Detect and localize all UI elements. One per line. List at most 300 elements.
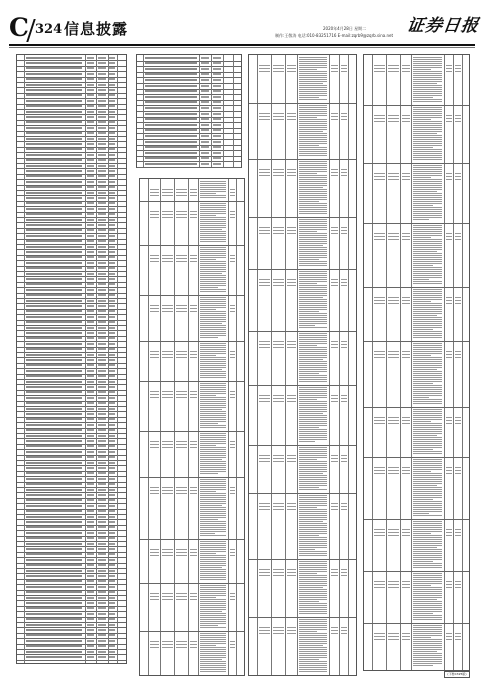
text-line [200, 635, 226, 636]
text-line [299, 271, 327, 272]
cell-text [455, 300, 461, 301]
text-line [413, 629, 442, 630]
cell-text [87, 656, 94, 658]
cell-text [26, 159, 82, 161]
text-line [200, 335, 226, 336]
cell-text [446, 357, 452, 358]
text-line [413, 139, 442, 140]
cell-text [109, 294, 115, 296]
cell-text [98, 559, 106, 561]
text-line [299, 477, 327, 478]
cell-text [109, 84, 115, 86]
cell-text [26, 354, 82, 356]
cell-text [287, 175, 296, 176]
cell-text [230, 549, 235, 550]
cell-text [98, 170, 106, 172]
text-line [413, 257, 442, 258]
cell-text [213, 157, 221, 159]
cell-text [26, 478, 82, 480]
cell-text [230, 490, 235, 491]
text-line [413, 125, 442, 126]
cell-text [87, 445, 94, 447]
text-line [413, 515, 442, 516]
cell-text [150, 644, 159, 645]
cell-text [341, 175, 347, 176]
cell-text [455, 351, 461, 352]
cell-text [26, 208, 82, 210]
cell-text [26, 192, 82, 194]
text-line [200, 461, 226, 462]
cell-text [109, 472, 115, 474]
text-line [413, 401, 442, 402]
cell-text [331, 398, 338, 399]
cell-text [455, 357, 461, 358]
text-line [299, 351, 327, 352]
cell-text [109, 607, 115, 609]
text-line [200, 325, 226, 326]
text-line [299, 485, 327, 486]
text-line [200, 261, 226, 262]
cell-text [190, 644, 197, 645]
cell-text [98, 105, 106, 107]
cell-text [87, 278, 94, 280]
cell-text [109, 575, 115, 577]
text-line [200, 577, 226, 578]
text-line [200, 283, 226, 284]
cell-text [190, 493, 197, 494]
cell-text [87, 132, 94, 134]
cell-text [446, 467, 452, 468]
text-block [200, 433, 226, 475]
text-line [299, 117, 317, 118]
text-line [200, 549, 226, 550]
cell-text [388, 420, 399, 421]
text-line [299, 465, 327, 466]
text-line [299, 475, 327, 476]
cell-text [273, 395, 284, 396]
cell-text [331, 169, 338, 170]
cell-text [87, 310, 94, 312]
text-line [299, 667, 327, 668]
cell-text [341, 285, 347, 286]
text-line [299, 163, 327, 164]
text-line [413, 281, 442, 282]
text-line [413, 189, 442, 190]
cell-text [341, 395, 347, 396]
table-col-rule [462, 55, 463, 670]
cell-text [87, 640, 94, 642]
cell-text [388, 65, 399, 66]
cell-text [259, 506, 270, 507]
cell-text [213, 107, 221, 109]
text-block [299, 495, 327, 557]
text-line [200, 627, 226, 628]
text-line [200, 633, 226, 634]
text-line [413, 207, 442, 208]
text-line [413, 165, 442, 166]
table-row-rule [140, 341, 244, 342]
text-line [413, 615, 442, 616]
cell-text [109, 656, 115, 658]
cell-text [176, 258, 187, 259]
text-line [299, 393, 327, 394]
cell-text [230, 641, 235, 642]
text-line [200, 299, 226, 300]
cell-text [331, 509, 338, 510]
text-line [299, 197, 327, 198]
table-row-rule [249, 217, 356, 218]
text-line [200, 559, 226, 560]
cell-text [446, 233, 452, 234]
cell-text [190, 555, 197, 556]
text-line [413, 617, 442, 618]
cell-text [259, 172, 270, 173]
text-line [299, 643, 327, 644]
cell-text [287, 575, 296, 576]
text-line [413, 271, 442, 272]
cell-text [87, 483, 94, 485]
cell-text [230, 552, 235, 553]
cell-text [26, 300, 82, 302]
table-col-rule [199, 55, 200, 167]
text-line [299, 173, 317, 174]
table-row-rule [140, 381, 244, 382]
cell-text [26, 256, 82, 258]
cell-text [109, 602, 115, 604]
text-line [200, 491, 216, 492]
cell-text [259, 633, 270, 634]
cell-text [109, 138, 115, 140]
cell-text [162, 308, 173, 309]
cell-text [201, 73, 209, 75]
text-line [299, 657, 327, 658]
cell-text [98, 634, 106, 636]
text-line [413, 575, 442, 576]
text-line [299, 363, 327, 364]
text-line [413, 473, 442, 474]
cell-text [109, 451, 115, 453]
cell-text [26, 543, 82, 545]
cell-text [341, 633, 347, 634]
cell-text [109, 100, 115, 102]
text-line [200, 367, 226, 368]
cell-text [455, 176, 461, 177]
text-line [299, 427, 319, 428]
cell-text [26, 629, 82, 631]
text-line [299, 605, 327, 606]
cell-text [109, 235, 115, 237]
cell-text [98, 84, 106, 86]
cell-text [109, 305, 115, 307]
disclosure-table-1 [139, 178, 245, 676]
cell-text [109, 499, 115, 501]
text-block [299, 57, 327, 101]
text-line [299, 253, 327, 254]
table-col-rule [257, 55, 258, 675]
table-row-rule [364, 223, 469, 224]
text-line [299, 343, 327, 344]
text-line [413, 605, 442, 606]
cell-text [26, 532, 82, 534]
text-line [299, 373, 319, 374]
cell-text [109, 213, 115, 215]
cell-text [190, 192, 197, 193]
cell-text [87, 489, 94, 491]
cell-text [109, 181, 115, 183]
text-block [200, 633, 226, 673]
text-line [413, 477, 442, 478]
text-line [299, 401, 327, 402]
cell-text [162, 493, 173, 494]
text-line [200, 481, 226, 482]
text-line [299, 649, 327, 650]
text-line [413, 97, 433, 98]
text-line [413, 555, 442, 556]
text-line [299, 515, 327, 516]
cell-text [273, 282, 284, 283]
cell-text [98, 526, 106, 528]
cell-text [455, 470, 461, 471]
cell-text [402, 179, 410, 180]
text-line [413, 351, 442, 352]
text-line [299, 423, 327, 424]
cell-text [26, 73, 82, 75]
text-line [413, 119, 431, 120]
text-line [200, 663, 226, 664]
cell-text [109, 640, 115, 642]
text-block [413, 289, 442, 339]
cell-text [230, 351, 235, 352]
cell-text [259, 233, 270, 234]
cell-text [259, 395, 270, 396]
text-block [200, 479, 226, 537]
cell-text [109, 132, 115, 134]
text-line [299, 467, 327, 468]
text-line [413, 479, 442, 480]
cell-text [176, 394, 187, 395]
cell-text [388, 636, 399, 637]
text-line [413, 259, 442, 260]
cell-text [150, 217, 159, 218]
text-line [299, 547, 327, 548]
cell-text [176, 444, 187, 445]
text-line [200, 375, 226, 376]
cell-text [190, 357, 197, 358]
fund-list-table-left [16, 54, 127, 664]
cell-text [331, 344, 338, 345]
cell-text [145, 152, 197, 154]
cell-text [98, 246, 106, 248]
cell-text [402, 535, 410, 536]
cell-text [190, 444, 197, 445]
cell-text [176, 311, 187, 312]
text-line [413, 61, 442, 62]
cell-text [230, 195, 235, 196]
text-line [413, 319, 442, 320]
cell-text [150, 354, 159, 355]
text-line [200, 413, 226, 414]
text-line [200, 321, 226, 322]
text-block [200, 247, 226, 293]
text-line [200, 303, 226, 304]
cell-text [87, 181, 94, 183]
cell-text [150, 444, 159, 445]
cell-text [109, 537, 115, 539]
text-line [413, 219, 429, 220]
cell-text [98, 532, 106, 534]
text-line [413, 529, 442, 530]
text-line [413, 665, 433, 666]
cell-text [87, 586, 94, 588]
cell-text [26, 445, 82, 447]
cell-text [98, 240, 106, 242]
text-line [413, 91, 442, 92]
cell-text [87, 100, 94, 102]
text-line [299, 409, 327, 410]
cell-text [455, 532, 461, 533]
text-line [413, 489, 442, 490]
cell-text [98, 283, 106, 285]
cell-text [213, 118, 221, 120]
text-line [299, 379, 327, 380]
cell-text [287, 282, 296, 283]
text-line [299, 503, 327, 504]
text-line [413, 653, 442, 654]
cell-text [446, 354, 452, 355]
cell-text [26, 332, 82, 334]
cell-text [26, 618, 82, 620]
cell-text [26, 170, 82, 172]
cell-text [259, 175, 270, 176]
cell-text [98, 73, 106, 75]
text-line [413, 659, 442, 660]
cell-text [26, 116, 82, 118]
cell-text [273, 398, 284, 399]
cell-text [98, 62, 106, 64]
text-block [413, 625, 442, 668]
text-line [299, 123, 327, 124]
cell-text [162, 555, 173, 556]
text-line [299, 367, 327, 368]
cell-text [98, 100, 106, 102]
cell-text [98, 273, 106, 275]
text-line [413, 557, 442, 558]
cell-text [341, 347, 347, 348]
cell-text [109, 127, 115, 129]
text-line [299, 375, 327, 376]
table-col-rule [198, 179, 199, 675]
cell-text [374, 236, 385, 237]
cell-text [230, 593, 235, 594]
text-line [200, 453, 226, 454]
cell-text [109, 386, 115, 388]
cell-text [331, 233, 338, 234]
cell-text [109, 440, 115, 442]
text-line [413, 369, 437, 370]
text-line [413, 643, 442, 644]
text-line [200, 445, 216, 446]
text-line [200, 215, 216, 216]
cell-text [341, 509, 347, 510]
cell-text [150, 211, 159, 212]
cell-text [162, 552, 173, 553]
text-line [200, 489, 226, 490]
text-line [299, 261, 327, 262]
cell-text [201, 62, 209, 64]
cell-text [150, 447, 159, 448]
cell-text [109, 570, 115, 572]
cell-text [98, 343, 106, 345]
cell-text [150, 490, 159, 491]
text-line [413, 151, 442, 152]
cell-text [109, 543, 115, 545]
text-line [299, 601, 319, 602]
cell-text [176, 357, 187, 358]
cell-text [26, 154, 82, 156]
cell-text [87, 138, 94, 140]
cell-text [341, 65, 347, 66]
cell-text [388, 297, 399, 298]
cell-text [455, 587, 461, 588]
cell-text [259, 279, 270, 280]
text-line [200, 189, 226, 190]
cell-text [26, 310, 82, 312]
text-line [413, 235, 442, 236]
text-line [200, 289, 226, 290]
cell-text [109, 408, 115, 410]
cell-text [87, 591, 94, 593]
text-line [200, 277, 226, 278]
text-line [413, 663, 442, 664]
text-line [413, 535, 442, 536]
text-line [299, 455, 327, 456]
disclosure-table-2 [248, 54, 357, 676]
text-line [299, 487, 319, 488]
cell-text [87, 219, 94, 221]
cell-text [87, 613, 94, 615]
text-line [299, 583, 327, 584]
cell-text [87, 418, 94, 420]
cell-text [87, 359, 94, 361]
cell-text [98, 456, 106, 458]
cell-text [273, 116, 284, 117]
text-line [413, 137, 442, 138]
text-line [413, 597, 442, 598]
cell-text [98, 613, 106, 615]
cell-text [109, 105, 115, 107]
table-col-rule [143, 55, 144, 167]
cell-text [190, 189, 197, 190]
cell-text [98, 132, 106, 134]
cell-text [98, 548, 106, 550]
text-line [200, 407, 226, 408]
text-line [413, 413, 442, 414]
text-line [200, 513, 226, 514]
cell-text [109, 348, 115, 350]
cell-text [26, 408, 82, 410]
cell-text [201, 152, 209, 154]
cell-text [201, 68, 209, 70]
cell-text [26, 472, 82, 474]
text-line [413, 117, 442, 118]
cell-text [26, 559, 82, 561]
text-line [200, 547, 226, 548]
cell-text [341, 71, 347, 72]
text-line [299, 549, 315, 550]
text-line [413, 497, 442, 498]
cell-text [190, 391, 197, 392]
text-line [200, 317, 226, 318]
